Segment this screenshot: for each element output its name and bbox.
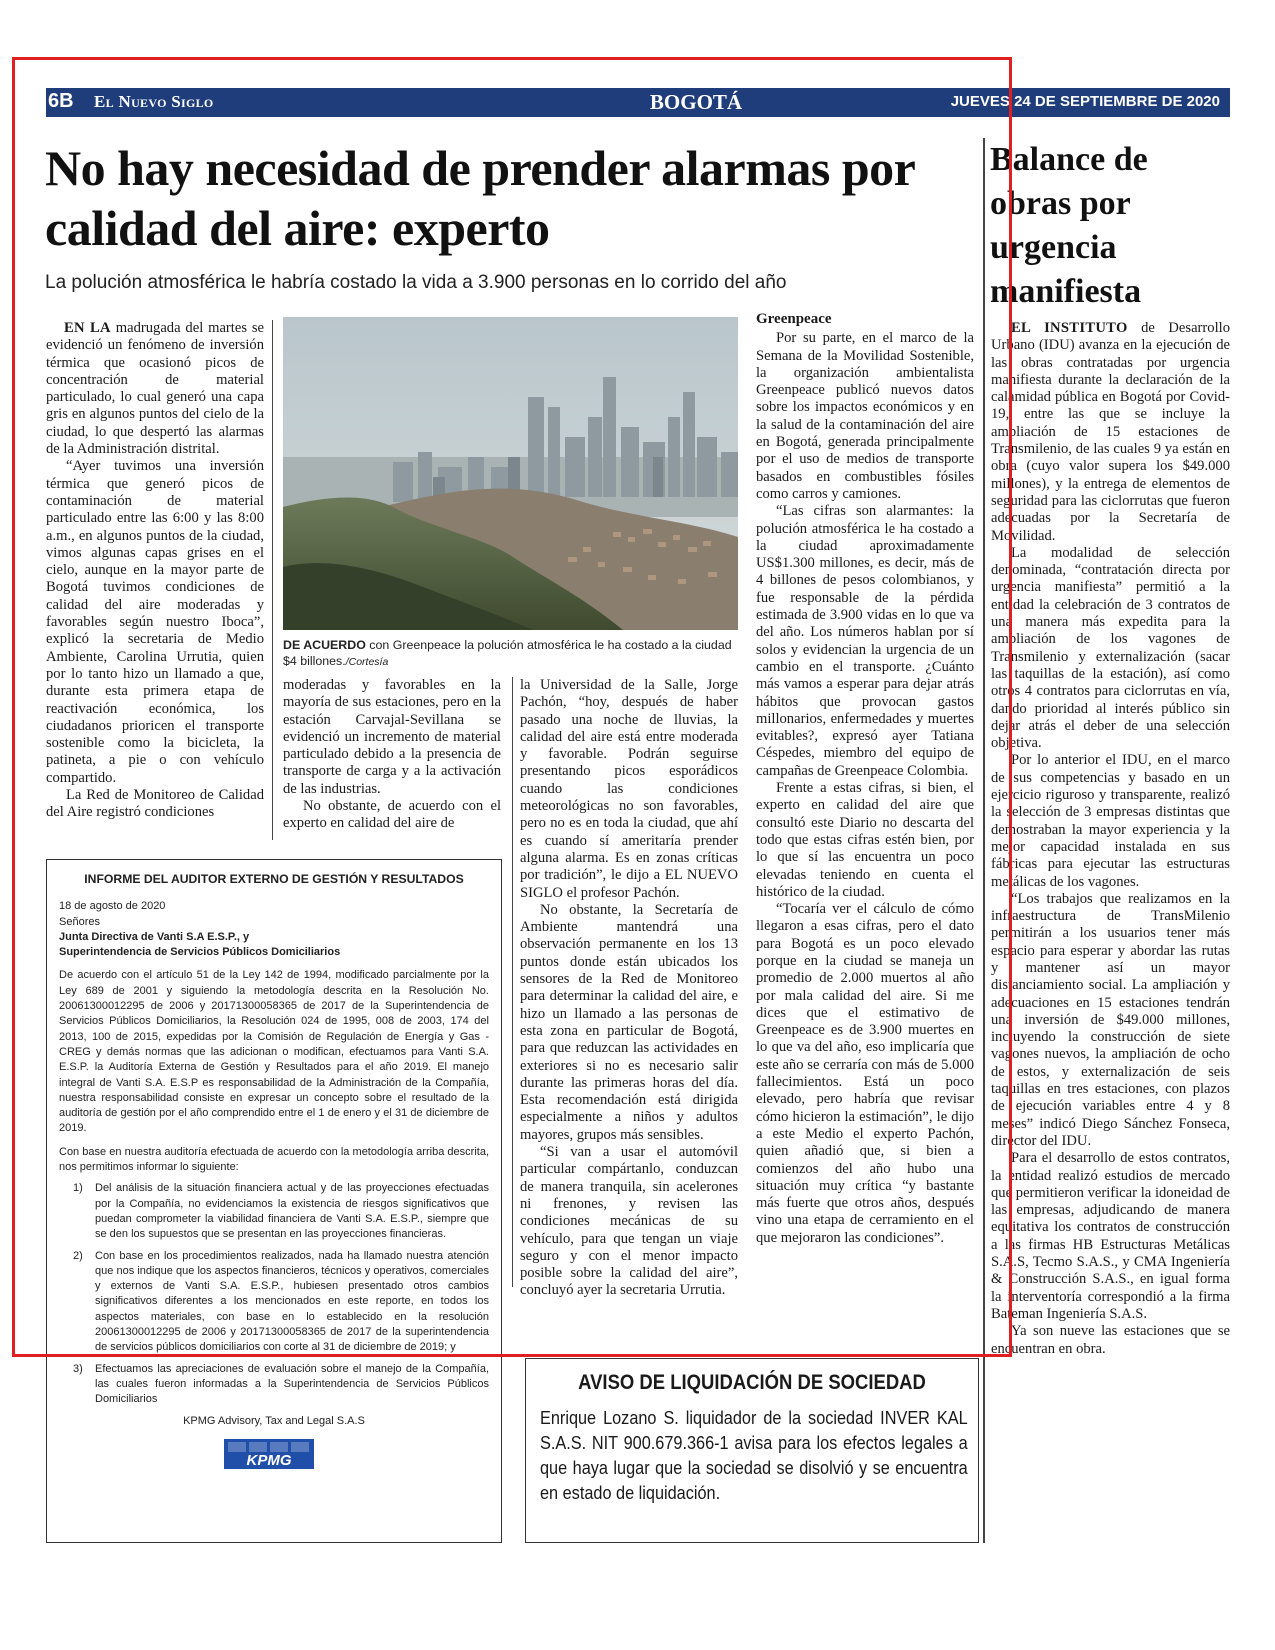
article-column-2 <box>283 677 501 833</box>
column-divider <box>512 677 513 1287</box>
paragraph: Por lo anterior el IDU, en el marco de sus competencias y basado en un ejercicio riguroso y transparente, realizó la selección de 3 empresas distintas que demostraban la mayor experiencia y la mejor capacidad instalada en sus fábricas para ejecutar las estructuras metálicas de los vagones. <box>991 752 1230 890</box>
paragraph: la Universidad de la Salle, Jorge Pachón, “hoy, después de haber pasado una noche de lluvias, la calidad del aire está entre moderada y favorable. Podrán seguirse presentando picos esporádicos cuando las condiciones meteorológicas no son favorables, pero no es en toda la ciudad, que ahí es cuando sí ameritaría prender alguna alarma. Es en zonas críticas por tradición”, le dijo a EL NUEVO SIGLO el profesor Pachón. <box>520 677 738 901</box>
paragraph: “Si van a usar el automóvil particular compártanlo, conduzcan de manera tranquila, sin acelerones ni frenones, y revisen las condiciones mecánicas de su vehículo, para que tengan un viaje seguro y con el menor impacto posible sobre la calidad del aire”, concluyó ayer la secretaria Urrutia. <box>520 1144 738 1299</box>
photo-credit: /Cortesía <box>345 656 389 668</box>
column-divider <box>272 320 273 840</box>
paragraph: Para el desarrollo de estos contratos, la entidad realizó estudios de mercado que permitieron verificar la idoneidad de las empresas, adjudicando de manera equitativa los contratos de construcción a las firmas HB Estructuras Metálicas S.A.S, Tecmo S.A.S., y CMA Ingeniería & Construcción S.A.S., en igual forma la interventoría correspondió a la firma Bateman Ingeniería S.A.S. <box>991 1150 1230 1322</box>
finding-text: Con base en los procedimientos realizados, nada ha llamado nuestra atención que nos indique que los aspectos financieros, técnicos y operativos, comerciales y externos de Vanti S.A. E.S.P., hubiesen presentado otros cambios significativos diferentes a los mencionados en este reporte, en todos los aspectos materiales, con base en lo establecido en la resolución 20061300012295 de 2006 y 20171300058365 de 2017 de la superintendencia de servicios públicos domiciliarios con corte al 31 de diciembre de 2019; y <box>95 1249 489 1354</box>
auditor-finding <box>59 1249 489 1356</box>
auditor-report-notice <box>46 859 502 1543</box>
caption-text: con Greenpeace la polución atmosférica le ha costado a la ciudad $4 billones. <box>283 638 732 668</box>
photo-caption <box>283 637 738 670</box>
paragraph: “Tocaría ver el cálculo de cómo llegaron a esas cifras, pero el dato para Bogotá es un poco elevado porque en la ciudad se maneja un promedio de 2.000 muertos al año por mala calidad del aire. Si me dices que el estimativo de Greenpeace es de 3.900 muertes en lo que va del año, eso implicaría que este año se cerraría con más de 5.000 fallecimientos. Está un poco elevado, pero habría que revisar cómo hicieron la estimación”, le dijo a este Medio el experto Pachón, quien añadió que, si bien a comienzos del año hubo una situación muy crítica “y bastante más fuerte que otros años, después vino una etapa de cerramiento en el que mejoraron las condiciones”. <box>756 901 974 1246</box>
paragraph: “Los trabajos que realizamos en la infraestructura de TransMilenio permitirán a los usuarios tener más espacio para esperar y abordar las rutas y mantener así un mayor distanciamiento social. La ampliación y adecuaciones en 15 estaciones tendrán una inversión de $49.000 millones, incluyendo la construcción de siete vagones nuevos, la ampliación de ocho de estos, y externalización de seis taquillas en tres estaciones, con plazos de ejecución variables entre 4 y 8 meses” indicó Diego Sánchez Fonseca, director del IDU. <box>991 890 1230 1149</box>
auditor-paragraph: Con base en nuestra auditoría efectuada de acuerdo con la metodología arriba descrita, nos permitimos informar lo siguiente: <box>59 1145 489 1174</box>
caption-lead: DE ACUERDO <box>283 638 366 652</box>
article-column-3 <box>520 677 738 1300</box>
finding-text: Del análisis de la situación financiera actual y de las proyecciones efectuadas por la Compañía, no evidenciamos la existencia de riesgos significativos que puedan comprometer la viabilidad financiera de Vanti S.A. E.S.P., siempre que se den los supuestos que se presentan en las proyecciones financieras. <box>95 1182 489 1241</box>
finding-text: Efectuamos las apreciaciones de evaluación sobre el manejo de la Compañía, las cuales fueron informadas a la Superintendencia de Servicios Públicos Domiciliarios <box>95 1362 489 1406</box>
city-skyline-photo <box>283 317 738 630</box>
column-divider <box>983 138 985 1543</box>
finding-number: 1) <box>73 1182 83 1195</box>
auditor-finding <box>59 1362 489 1408</box>
liquidation-notice <box>525 1358 979 1543</box>
section-title: BOGOTÁ <box>649 90 743 114</box>
paragraph: “Las cifras son alarmantes: la polución atmosférica le ha costado a la ciudad aproximadamente US$1.300 millones, es decir, más de 4 billones de pesos colombianos, y fue responsable de la pérdida estimada de 3.900 vidas en lo que va del año. Los números hablan por sí solos y evidencian la urgencia de un cambio en el transporte. ¿Cuánto más vamos a esperar para dejar atrás hábitos que provocan gastos millonarios, enfermedades y muertes evitables?, expresó ayer Tatiana Céspedes, miembro del equipo de campañas de Greenpeace Colombia. <box>756 503 974 779</box>
auditor-paragraph: De acuerdo con el artículo 51 de la Ley 142 de 1994, modificado parcialmente por la Ley 689 de 2001 y siguiendo la metodología descrita en la Resolución No. 20061300012295 de 2006 y 20171300058365 de 2017 de la Superintendencia de Servicios Públicos Domiciliarios, la Resolución 024 de 1995, 008 de 2003, 174 del 2013, 100 de 2015, expedidas por la Comisión de Regulación de Energía y Gas - CREG y demás normas que las adicionan o modifican, efectuamos para Vanti S.A. E.S.P. la Auditoría Externa de Gestión y Resultados para el año 2019. El manejo integral de Vanti S.A. E.S.P es responsabilidad de la Administración de la Compañía, nuestra responsabilidad consiste en expresar un concepto sobre el resultado de la auditoría de gestión por el año comprendido entre el 1 de enero y el 31 de diciembre de 2019. <box>59 969 489 1135</box>
main-headline: No hay necesidad de prender alarmas por calidad del aire: experto <box>45 140 915 256</box>
paragraph: Frente a estas cifras, si bien, el experto en calidad del aire que consultó este Diario no descarta del todo que estas cifras estén bien, por lo que sí las encuentra un poco elevadas teniendo en cuenta el histórico de la ciudad. <box>756 780 974 900</box>
paragraph: No obstante, de acuerdo con el experto en calidad del aire de <box>283 798 501 832</box>
paragraph: de Desarrollo Urbano (IDU) avanza en la ejecución de las obras contratadas por urgencia manifiesta durante la declaración de la calamidad pública en Bogotá por Covid-19, entre las que se incluye la ampliación de 15 estaciones de Transmilenio, de las cuales 9 ya están en obra (cuyo valor supera los $49.000 millones), y la entrega de elementos de seguridad para las ciclorrutas que fueron adecuadas por la Secretaría de Movilidad. <box>991 320 1230 544</box>
paragraph: “Ayer tuvimos una inversión térmica que generó picos de contaminación de material particulado entre las 6:00 y las 8:00 a.m., en algunos puntos de la ciudad, vimos algunas capas grises en el cielo, aunque en la mayor parte de Bogotá tuvimos condiciones de calidad del aire moderadas y favorables según nuestro Iboca”, explicó la secretaria de Medio Ambiente, Carolina Urrutia, quien por lo tanto hizo un llamado a que, durante esta primera etapa de reactivación económica, los ciudadanos prioricen el transporte sostenible como la bicicleta, la patineta, a pie o con vehículo compartido. <box>46 458 264 786</box>
kpmg-logo <box>224 1439 314 1469</box>
auditor-report-title: INFORME DEL AUDITOR EXTERNO DE GESTIÓN Y RESULTADOS <box>84 872 464 886</box>
side-article-body <box>991 320 1230 1358</box>
article-column-4 <box>756 311 974 1247</box>
main-subheadline: La polución atmosférica le habría costado la vida a 3.900 personas en lo corrido del año <box>45 272 787 293</box>
kpmg-logo-text: KPMG <box>246 1451 292 1469</box>
auditor-addressee: Superintendencia de Servicios Públicos Domiciliarios <box>59 946 341 959</box>
paragraph: Ya son nueve las estaciones que se encuentran en obra. <box>991 1323 1230 1357</box>
liquidation-title: AVISO DE LIQUIDACIÓN DE SOCIEDAD <box>578 1371 926 1394</box>
article-column-1 <box>46 320 264 822</box>
auditor-addressee: Junta Directiva de Vanti S.A E.S.P., y <box>59 930 250 943</box>
page-header-bar <box>46 88 1230 117</box>
paragraph: No obstante, la Secretaría de Ambiente mantendrá una observación permanente en los 13 puntos donde están ubicados los sensores de la Red de Monitoreo para determinar la calidad del aire, e hizo un llamado a las personas de esta zona en particular de Bogotá, para que reduzcan las actividades en exteriores si no es necesario salir durante las primeras horas del día. Esta recomendación está dirigida especialmente a niños y adultos mayores, grupos más sensibles. <box>520 901 738 1143</box>
auditor-finding <box>59 1181 489 1242</box>
paragraph: La Red de Monitoreo de Calidad del Aire registró condiciones <box>46 787 264 821</box>
side-article-headline: Balance de obras por urgencia manifiesta <box>990 141 1148 310</box>
finding-number: 3) <box>73 1362 83 1375</box>
paragraph: Por su parte, en el marco de la Semana de la Movilidad Sostenible, la organización ambientalista Greenpeace publicó nuevos datos sobre los impactos económicos y en la salud de la contaminación del aire en Bogotá, generada principalmente por el uso de medios de transporte basados en combustibles fósiles como carros y camiones. <box>756 330 974 502</box>
finding-number: 2) <box>73 1249 83 1262</box>
subheading-greenpeace: Greenpeace <box>756 311 832 327</box>
newspaper-logo: El Nuevo Siglo <box>94 92 214 111</box>
page-number: 6B <box>48 90 74 112</box>
auditor-salutation: Señores <box>59 915 100 928</box>
lead-in: EL INSTITUTO <box>1011 320 1128 336</box>
paragraph: La modalidad de selección denominada, “contratación directa por urgencia manifiesta” permitió a la entidad la celebración de 3 contratos de una manera más expedita para la ampliación de los vagones de Transmilenio y externalización (sacar las taquillas de la estación), así como otros 4 contratos para ciclorrutas en vía, dando prioridad al interés público sin dejar atrás el deber de una selección objetiva. <box>991 544 1230 752</box>
auditor-report-date: 18 de agosto de 2020 <box>59 900 166 913</box>
paragraph: moderadas y favorables en la mayoría de sus estaciones, pero en la estación Carvajal-Sevillana se evidenció un incremento de material particulado debido a la presencia de transporte de carga y a la activación de las industrias. <box>283 677 501 797</box>
auditor-signature: KPMG Advisory, Tax and Legal S.A.S <box>183 1414 365 1427</box>
paragraph: madrugada del martes se evidenció un fenómeno de inversión térmica que ocasionó picos de concentración de material particulado, lo cual generó una capa gris en algunos puntos del cielo de la ciudad, lo que despertó las alarmas de la Administración distrital. <box>46 320 265 458</box>
liquidation-body: Enrique Lozano S. liquidador de la sociedad INVER KAL S.A.S. NIT 900.679.366-1 avisa para los efectos legales a que haya lugar que la sociedad se disolvió y se encuentra en estado de liquidación. <box>540 1407 968 1503</box>
issue-date: JUEVES 24 DE SEPTIEMBRE DE 2020 <box>950 93 1220 110</box>
lead-in: EN LA <box>64 320 111 336</box>
